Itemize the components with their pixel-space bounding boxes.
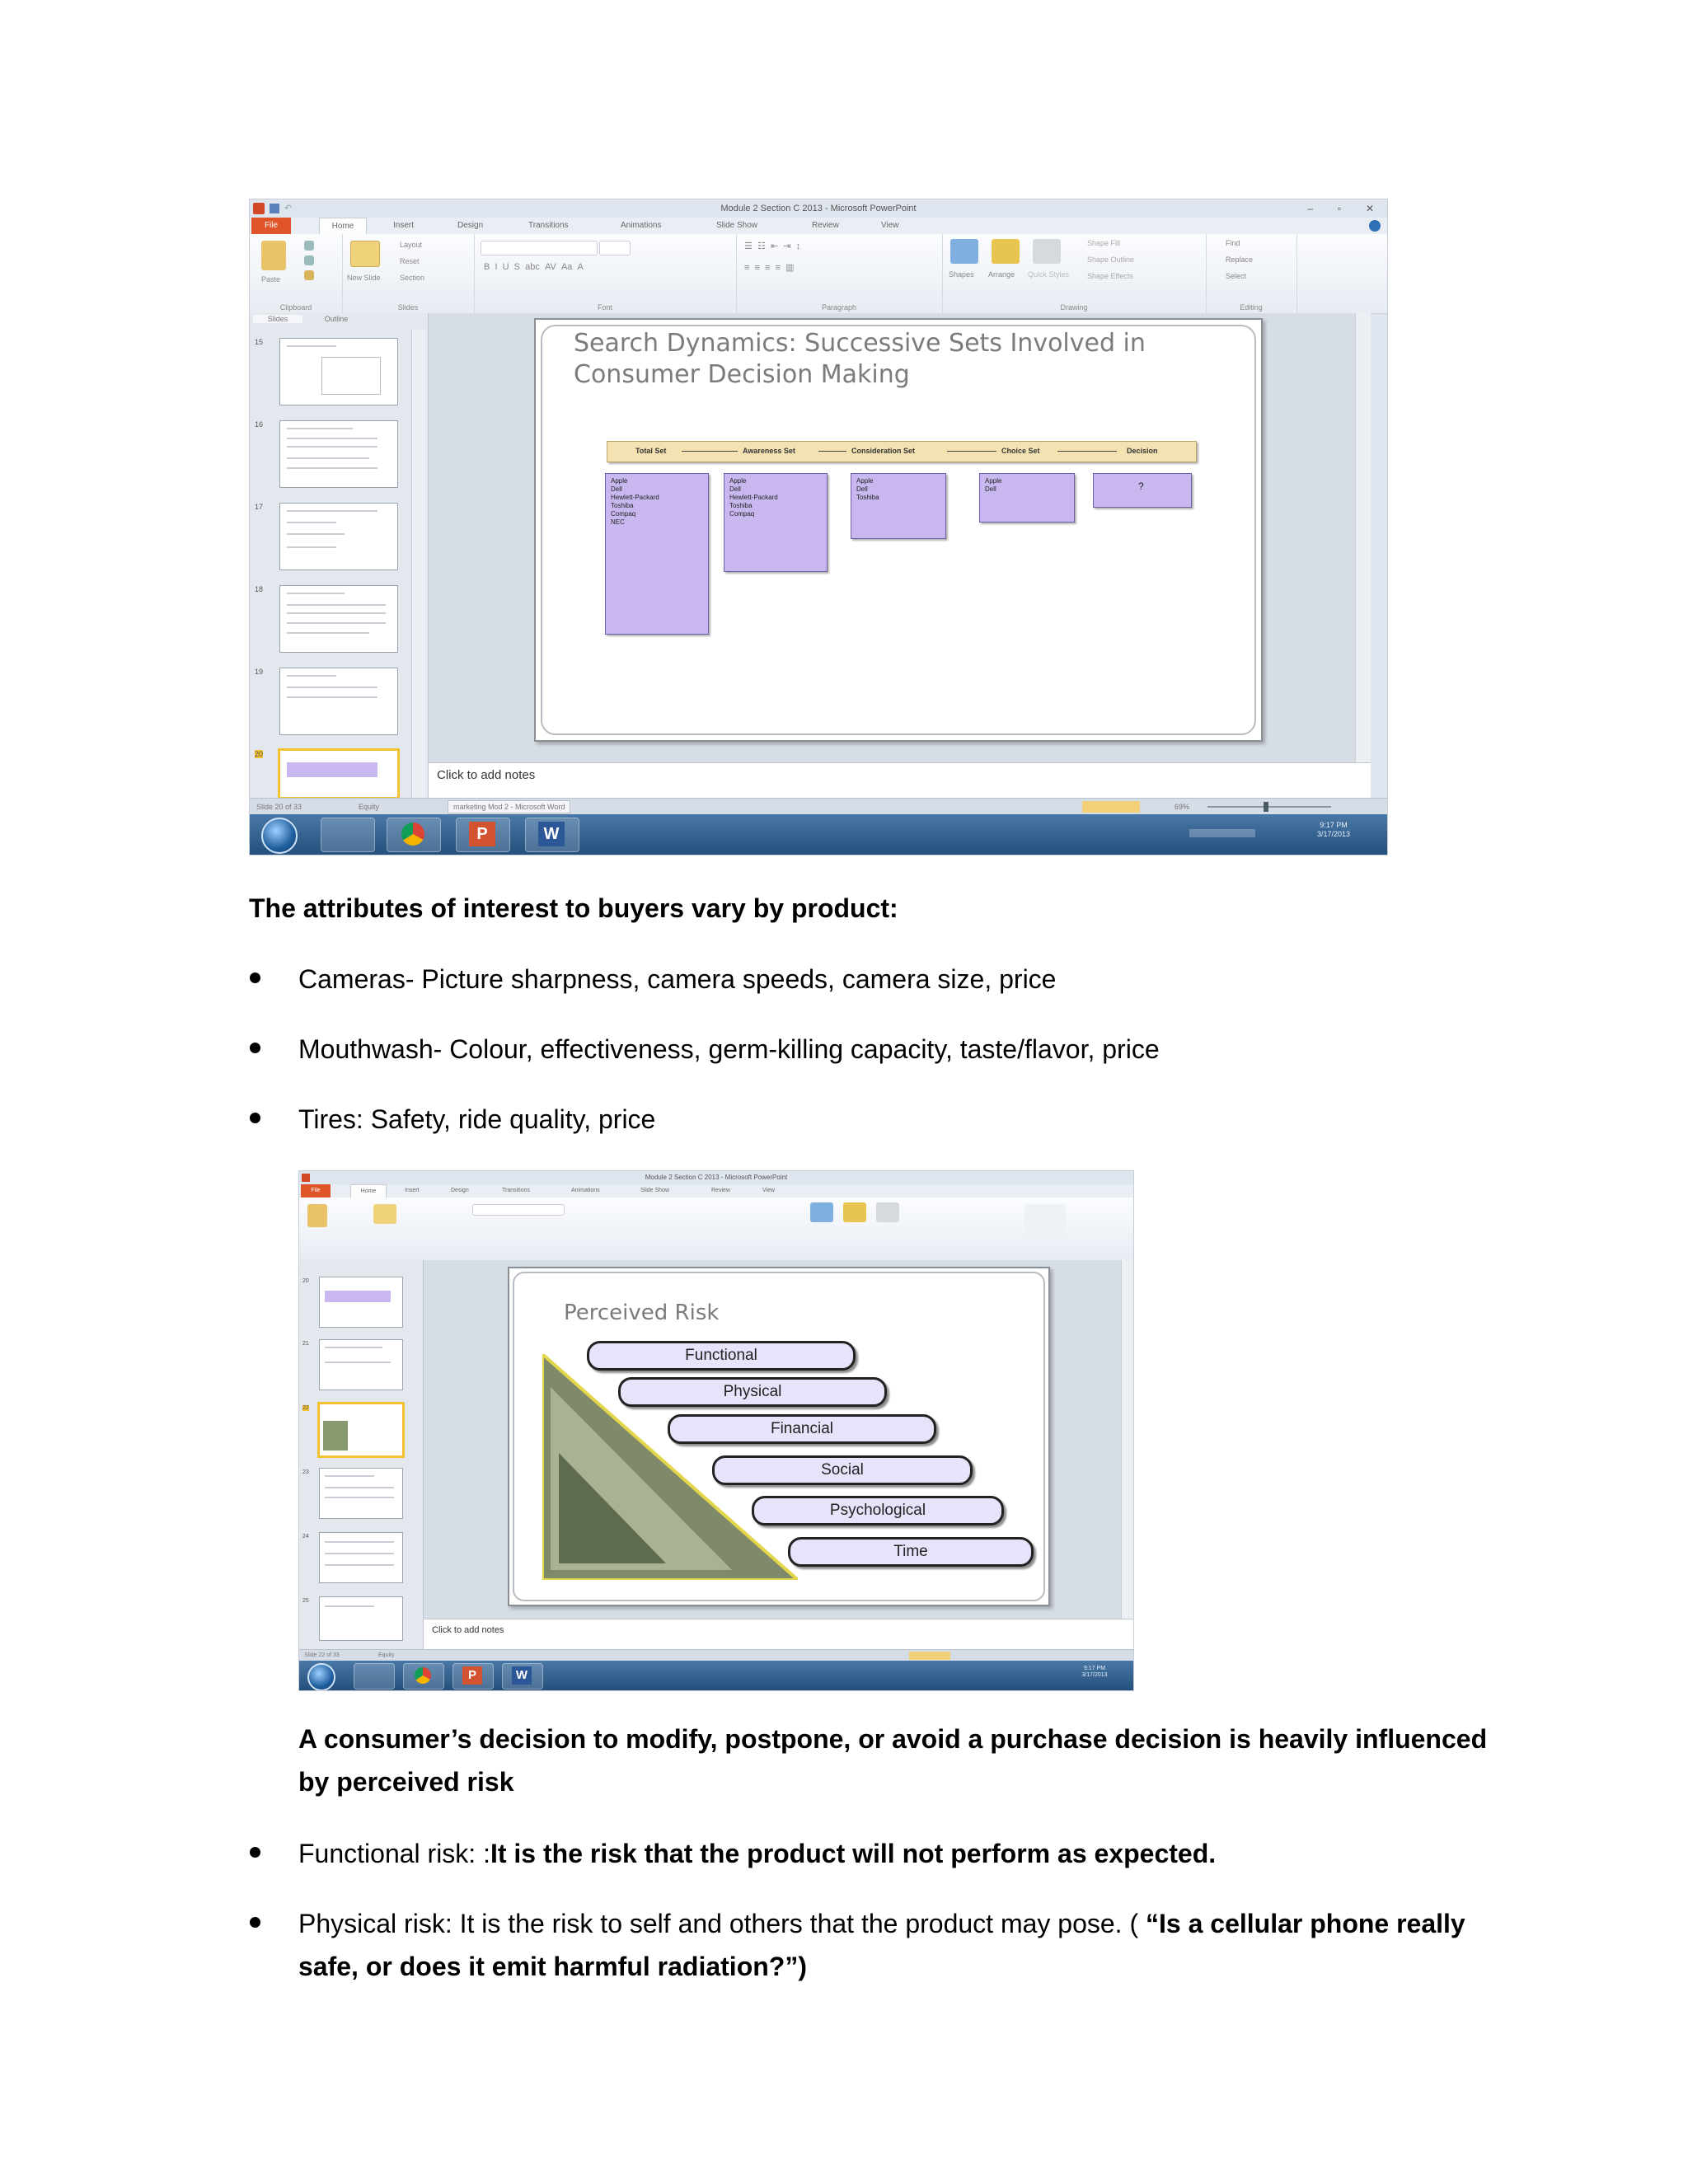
status-word-window[interactable]: marketing Mod 2 - Microsoft Word — [448, 800, 570, 813]
tab-outline[interactable]: Outline — [324, 315, 349, 323]
minimize-button[interactable]: – — [1307, 203, 1313, 214]
risk-social: Social — [712, 1455, 973, 1485]
quick-styles-label: Quick Styles — [1028, 270, 1070, 279]
powerpoint-logo-icon: P — [462, 1666, 482, 1685]
slide-thumbnail-15[interactable] — [279, 338, 398, 405]
copy-icon[interactable] — [304, 255, 314, 265]
zoom-slider-thumb[interactable] — [1264, 802, 1268, 812]
shapes-label: Shapes — [949, 270, 974, 279]
thumb-number: 16 — [255, 420, 264, 429]
awareness-set-brands: Apple Dell Hewlett-Packard Toshiba Compaq — [729, 477, 778, 518]
word-logo-icon: W — [538, 822, 565, 846]
status-theme: Equity — [359, 803, 380, 811]
taskbar-clock[interactable] — [1066, 1666, 1123, 1680]
status-theme: Equity — [378, 1652, 395, 1658]
functional-risk-label: Functional risk: : — [298, 1839, 490, 1868]
status-slide-count: Slide 22 of 33 — [304, 1652, 340, 1658]
tab-slides[interactable]: Slides — [253, 315, 302, 323]
flow-stage-bar — [607, 441, 1197, 462]
risk-financial: Financial — [668, 1414, 936, 1444]
arrange-icon[interactable] — [992, 239, 1020, 264]
slide-thumbnail-20-selected[interactable] — [278, 748, 400, 799]
group-label-editing: Editing — [1240, 303, 1263, 312]
arrange-label: Arrange — [988, 270, 1015, 279]
status-bar — [299, 1649, 1133, 1661]
risk-functional: Functional — [587, 1341, 856, 1371]
view-buttons-icons[interactable] — [1082, 801, 1140, 813]
group-label-slides: Slides — [397, 303, 419, 312]
choice-set-box — [979, 473, 1075, 523]
tab-file[interactable]: File — [301, 1184, 331, 1197]
slide-title: Search Dynamics: Successive Sets Involved in Consumer Decision Making — [574, 329, 1146, 389]
powerpoint-screenshot-search-dynamics — [249, 199, 1388, 855]
shape-fill-button[interactable]: Shape Fill — [1087, 239, 1121, 247]
group-paragraph — [736, 234, 943, 313]
clock-date: 3/17/2013 — [1316, 829, 1351, 838]
explorer-taskbar-icon[interactable] — [321, 818, 375, 852]
shapes-icon[interactable] — [810, 1202, 833, 1222]
tab-design[interactable]: Design — [451, 1188, 469, 1193]
clock-time: 9:17 PM — [1320, 821, 1348, 829]
physical-risk-label: Physical risk: It is the risk to self and others that the product may pose. ( — [298, 1909, 1146, 1938]
total-set-brands: Apple Dell Hewlett-Packard Toshiba Compaq NEC — [611, 477, 659, 526]
tab-home[interactable]: Home — [350, 1184, 387, 1197]
window-title: Module 2 Section C 2013 - Microsoft PowerPoint — [645, 1174, 788, 1181]
tab-transitions[interactable]: Transitions — [502, 1188, 530, 1193]
slide-title: Perceived Risk — [564, 1301, 720, 1325]
thumb-number: 24 — [302, 1534, 309, 1540]
arrow-connector — [947, 451, 996, 452]
arrange-icon[interactable] — [843, 1202, 866, 1222]
awareness-set-box — [724, 473, 828, 572]
notes-pane[interactable] — [429, 762, 1371, 799]
slides-pane — [250, 313, 429, 798]
slide-thumbnail-24[interactable] — [319, 1532, 403, 1583]
section-button[interactable]: Section — [400, 274, 425, 282]
tab-insert[interactable]: Insert — [393, 221, 415, 230]
tab-home[interactable]: Home — [319, 218, 367, 234]
group-slides — [342, 234, 475, 313]
layout-button[interactable]: Layout — [400, 241, 423, 249]
slide-scrollbar[interactable] — [1121, 1260, 1133, 1619]
shape-outline-button[interactable]: Shape Outline — [1087, 255, 1135, 264]
find-button[interactable]: Find — [1226, 239, 1240, 247]
paste-icon[interactable] — [261, 241, 286, 270]
slides-pane — [299, 1260, 424, 1649]
slide-thumbnail-20[interactable] — [319, 1277, 403, 1328]
ribbon — [299, 1197, 1133, 1261]
group-label-font: Font — [597, 303, 612, 312]
chrome-logo-icon — [415, 1667, 431, 1684]
bullet-icon — [250, 972, 260, 983]
clock-time: 9:17 PM — [1083, 1666, 1106, 1671]
ppt-app-icon — [253, 203, 265, 214]
group-label-clipboard: Clipboard — [279, 303, 312, 312]
thumb-number: 22 — [302, 1405, 309, 1411]
notes-placeholder: Click to add notes — [432, 1625, 504, 1635]
bullet-tires: Tires: Safety, ride quality, price — [298, 1104, 656, 1134]
tab-insert[interactable]: Insert — [405, 1188, 420, 1193]
ribbon-tabs — [250, 218, 1387, 234]
cut-icon[interactable] — [304, 241, 314, 251]
window-title: Module 2 Section C 2013 - Microsoft PowerPoint — [720, 204, 917, 213]
quick-styles-icon[interactable] — [1033, 239, 1061, 264]
status-bar — [250, 798, 1387, 815]
bullet-functional-risk — [298, 1832, 1502, 1875]
quick-styles-icon[interactable] — [876, 1202, 899, 1222]
paste-label: Paste — [261, 275, 281, 284]
notes-placeholder: Click to add notes — [437, 768, 536, 782]
align-icons[interactable]: ≡ ≡ ≡ ≡ ▥ — [744, 263, 795, 273]
thumb-number: 20 — [302, 1278, 309, 1284]
thumb-number: 21 — [302, 1341, 309, 1347]
powerpoint-logo-icon: P — [469, 822, 495, 846]
thumbnail-scrollbar[interactable] — [411, 330, 425, 798]
tab-animations[interactable]: Animations — [571, 1188, 600, 1193]
decision-value: ? — [1138, 480, 1144, 492]
chrome-logo-icon — [401, 823, 424, 846]
bullet-icon — [250, 1847, 260, 1858]
total-set-box — [605, 473, 709, 635]
bullet-mouthwash: Mouthwash- Colour, effectiveness, germ-killing capacity, taste/flavor, price — [298, 1034, 1160, 1064]
select-button[interactable]: Select — [1226, 272, 1247, 280]
reset-button[interactable]: Reset — [400, 257, 420, 265]
font-name-box[interactable] — [481, 241, 598, 255]
bullet-cameras: Cameras- Picture sharpness, camera speeds, camera size, price — [298, 964, 1057, 994]
tab-slide-show[interactable]: Slide Show — [716, 221, 758, 230]
bullet-icon — [250, 1917, 260, 1928]
shapes-icon[interactable] — [950, 239, 978, 264]
tab-file[interactable]: File — [251, 218, 291, 234]
tab-review[interactable]: Review — [812, 221, 839, 230]
consideration-set-box — [851, 473, 946, 539]
notes-pane[interactable] — [424, 1619, 1133, 1650]
zoom-level: 69% — [1175, 803, 1190, 811]
bullets-icons[interactable]: ☰ ☷ ⇤ ⇥ ↕ — [744, 241, 801, 251]
new-slide-icon[interactable] — [373, 1204, 396, 1224]
functional-risk-definition: It is the risk that the product will not perform as expected. — [490, 1839, 1217, 1868]
consideration-set-brands: Apple Dell Toshiba — [856, 477, 879, 501]
replace-button[interactable]: Replace — [1226, 255, 1254, 264]
view-buttons-icons[interactable] — [909, 1652, 950, 1660]
perceived-risk-intro: A consumer’s decision to modify, postpone, or avoid a purchase decision is heavily influenced by perceived risk — [298, 1724, 1488, 1797]
font-size-box[interactable] — [599, 241, 631, 255]
slide-thumbnail-22-selected[interactable] — [317, 1402, 405, 1458]
risk-physical: Physical — [618, 1377, 887, 1407]
font-format-icons[interactable]: B I U S abc AV Aa A — [484, 262, 584, 272]
decision-box — [1093, 473, 1192, 508]
thumb-number: 23 — [302, 1469, 309, 1475]
slide-thumbnail-21[interactable] — [319, 1339, 403, 1390]
choice-set-brands: Apple Dell — [985, 477, 1002, 493]
stage-choice-set: Choice Set — [1001, 447, 1040, 455]
thumb-number: 17 — [255, 503, 264, 511]
font-name-box[interactable] — [472, 1204, 565, 1216]
group-drawing — [942, 234, 1207, 313]
slide-editing-area — [429, 313, 1371, 762]
maximize-button[interactable]: ▫ — [1337, 203, 1341, 214]
tab-slide-show[interactable]: Slide Show — [640, 1188, 670, 1193]
clock-date: 3/17/2013 — [1081, 1672, 1108, 1679]
thumb-number: 20 — [255, 750, 264, 758]
arrow-connector — [1057, 451, 1117, 452]
format-painter-icon[interactable] — [304, 270, 314, 280]
tab-review[interactable]: Review — [711, 1188, 730, 1193]
group-label-drawing: Drawing — [1060, 303, 1088, 312]
bullet-physical-risk — [298, 1902, 1502, 1988]
stage-total-set: Total Set — [635, 447, 667, 455]
window-titlebar — [299, 1171, 1133, 1184]
group-editing — [1206, 234, 1297, 313]
slide-thumbnail-23[interactable] — [319, 1468, 403, 1519]
new-slide-label: New Slide — [347, 274, 381, 282]
risk-time: Time — [788, 1537, 1034, 1567]
paste-icon[interactable] — [307, 1204, 327, 1227]
tab-animations[interactable]: Animations — [621, 221, 662, 230]
thumb-number: 25 — [302, 1598, 309, 1604]
zoom-slider[interactable] — [1207, 806, 1331, 808]
new-slide-icon[interactable] — [350, 241, 380, 267]
attributes-heading: The attributes of interest to buyers vary by product: — [249, 893, 898, 923]
help-icon[interactable] — [1369, 220, 1381, 232]
word-logo-icon: W — [512, 1666, 532, 1685]
tab-view[interactable]: View — [762, 1188, 776, 1193]
slide-thumbnail-16[interactable] — [279, 420, 398, 488]
start-button-icon[interactable] — [261, 818, 298, 854]
find-icon[interactable] — [1025, 1204, 1066, 1237]
tray-icons[interactable] — [1189, 829, 1255, 837]
slide-thumbnail-19[interactable] — [279, 668, 398, 735]
group-label-paragraph: Paragraph — [821, 303, 857, 312]
group-font — [474, 234, 737, 313]
tab-design[interactable]: Design — [457, 221, 484, 230]
save-icon[interactable] — [270, 204, 279, 213]
thumb-number: 19 — [255, 668, 264, 676]
slide-thumbnail-25[interactable] — [319, 1596, 403, 1641]
ribbon-tabs — [299, 1184, 1133, 1197]
powerpoint-screenshot-perceived-risk — [298, 1170, 1134, 1691]
bullet-icon — [250, 1043, 260, 1053]
tab-transitions[interactable]: Transitions — [528, 221, 569, 230]
ribbon — [250, 234, 1387, 314]
slide-thumbnail-18[interactable] — [279, 585, 398, 653]
group-clipboard — [250, 234, 343, 313]
physical-risk-example: “Is a cellular phone really safe, or does it emit harmful radiation?”) — [298, 1909, 1465, 1981]
slide-thumbnail-17[interactable] — [279, 503, 398, 570]
close-button[interactable]: ✕ — [1365, 203, 1374, 214]
risk-psychological: Psychological — [752, 1496, 1004, 1526]
shape-effects-button[interactable]: Shape Effects — [1087, 272, 1133, 280]
bullet-icon — [250, 1113, 260, 1123]
ppt-app-icon — [302, 1174, 310, 1182]
stage-consideration-set: Consideration Set — [851, 447, 916, 455]
start-button-icon[interactable] — [307, 1663, 335, 1691]
undo-icon[interactable]: ↶ — [284, 204, 293, 213]
stage-awareness-set: Awareness Set — [743, 447, 795, 455]
taskbar-clock[interactable] — [1296, 821, 1371, 839]
arrow-connector — [682, 451, 738, 452]
thumb-number: 15 — [255, 338, 264, 346]
slide-canvas[interactable] — [534, 318, 1263, 742]
windows-taskbar — [250, 814, 1387, 855]
arrow-connector — [818, 451, 846, 452]
slide-scrollbar[interactable] — [1355, 313, 1371, 762]
thumb-number: 18 — [255, 585, 264, 593]
explorer-taskbar-icon[interactable] — [354, 1663, 395, 1690]
slide-canvas[interactable] — [508, 1267, 1050, 1606]
windows-taskbar — [299, 1661, 1133, 1690]
stage-decision: Decision — [1127, 447, 1158, 455]
window-titlebar — [250, 199, 1387, 218]
tab-view[interactable]: View — [881, 221, 899, 230]
status-slide-count: Slide 20 of 33 — [256, 803, 302, 811]
slide-editing-area — [424, 1260, 1133, 1619]
